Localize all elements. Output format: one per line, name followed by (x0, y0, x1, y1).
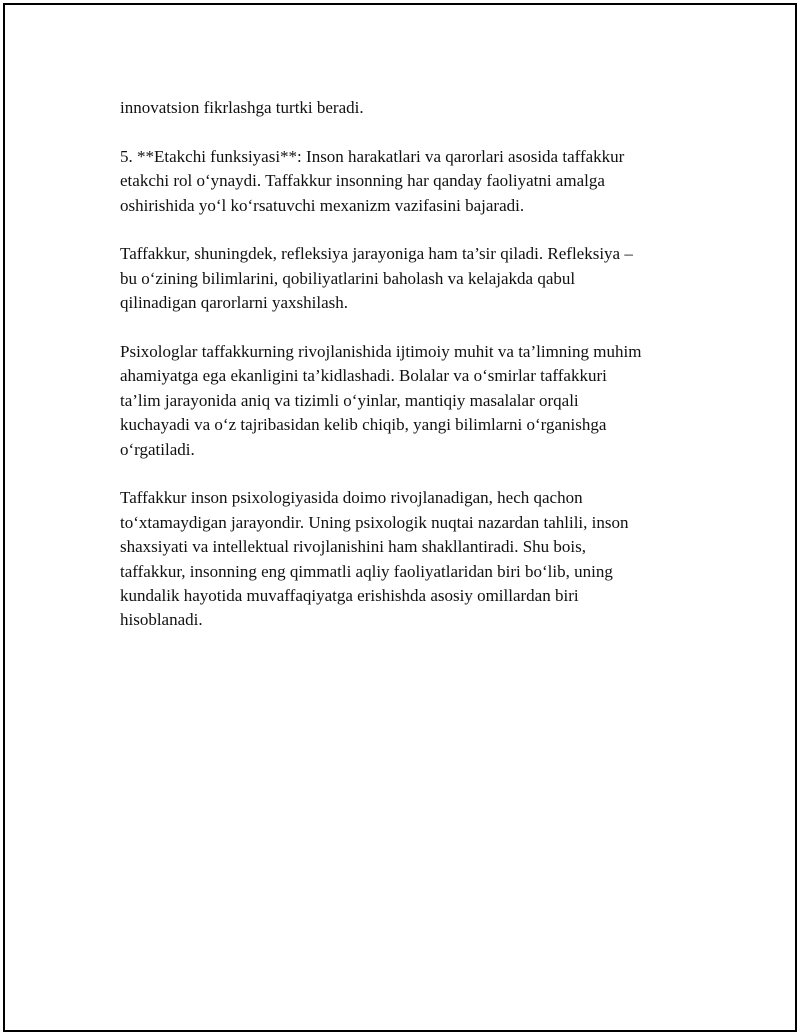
text-line: shaxsiyati va intellektual rivojlanishini ham shakllantiradi. Shu bois, (120, 537, 587, 557)
text-line: kuchayadi va o‘z tajribasidan kelib chiqib, yangi bilimlarni o‘rganishga (120, 415, 607, 435)
document-body (120, 96, 700, 657)
text-line: taffakkur, insonning eng qimmatli aqliy faoliyatlaridan biri bo‘lib, uning (120, 561, 613, 581)
paragraph-4 (120, 340, 700, 462)
text-line: ahamiyatga ega ekanligini ta’kidlashadi. Bolalar va o‘smirlar taffakkuri (120, 366, 607, 386)
text-line: qilinadigan qarorlarni yaxshilash. (120, 293, 349, 313)
text-line: to‘xtamaydigan jarayondir. Uning psixologik nuqtai nazardan tahlili, inson (120, 512, 629, 532)
text-line: Taffakkur inson psixologiyasida doimo rivojlanadigan, hech qachon (120, 488, 583, 508)
paragraph-1 (120, 96, 700, 120)
text-line: kundalik hayotida muvaffaqiyatga erishishda asosiy omillardan biri (120, 586, 579, 606)
text-line: o‘rgatiladi. (120, 439, 195, 459)
paragraph-5 (120, 486, 700, 632)
text-line: bu o‘zining bilimlarini, qobiliyatlarini baholash va kelajakda qabul (120, 268, 576, 288)
text-line: ta’lim jarayonida aniq va tizimli o‘yinlar, mantiqiy masalalar orqali (120, 390, 579, 410)
text-line: etakchi rol o‘ynaydi. Taffakkur insonning har qanday faoliyatni amalga (120, 171, 605, 191)
text-line: Taffakkur, shuningdek, refleksiya jarayoniga ham ta’sir qiladi. Refleksiya – (120, 244, 633, 264)
paragraph-3 (120, 242, 700, 315)
text-line: oshirishida yo‘l ko‘rsatuvchi mexanizm vazifasini bajaradi. (120, 195, 525, 215)
paragraph-2 (120, 145, 700, 218)
text-line: 5. **Etakchi funksiyasi**: Inson harakatlari va qarorlari asosida taffakkur (120, 146, 625, 166)
document-page (3, 3, 797, 1032)
text-line: innovatsion fikrlashga turtki beradi. (120, 98, 364, 117)
text-line: Psixologlar taffakkurning rivojlanishida ijtimoiy muhit va ta’limning muhim (120, 342, 642, 362)
text-line: hisoblanadi. (120, 610, 203, 630)
